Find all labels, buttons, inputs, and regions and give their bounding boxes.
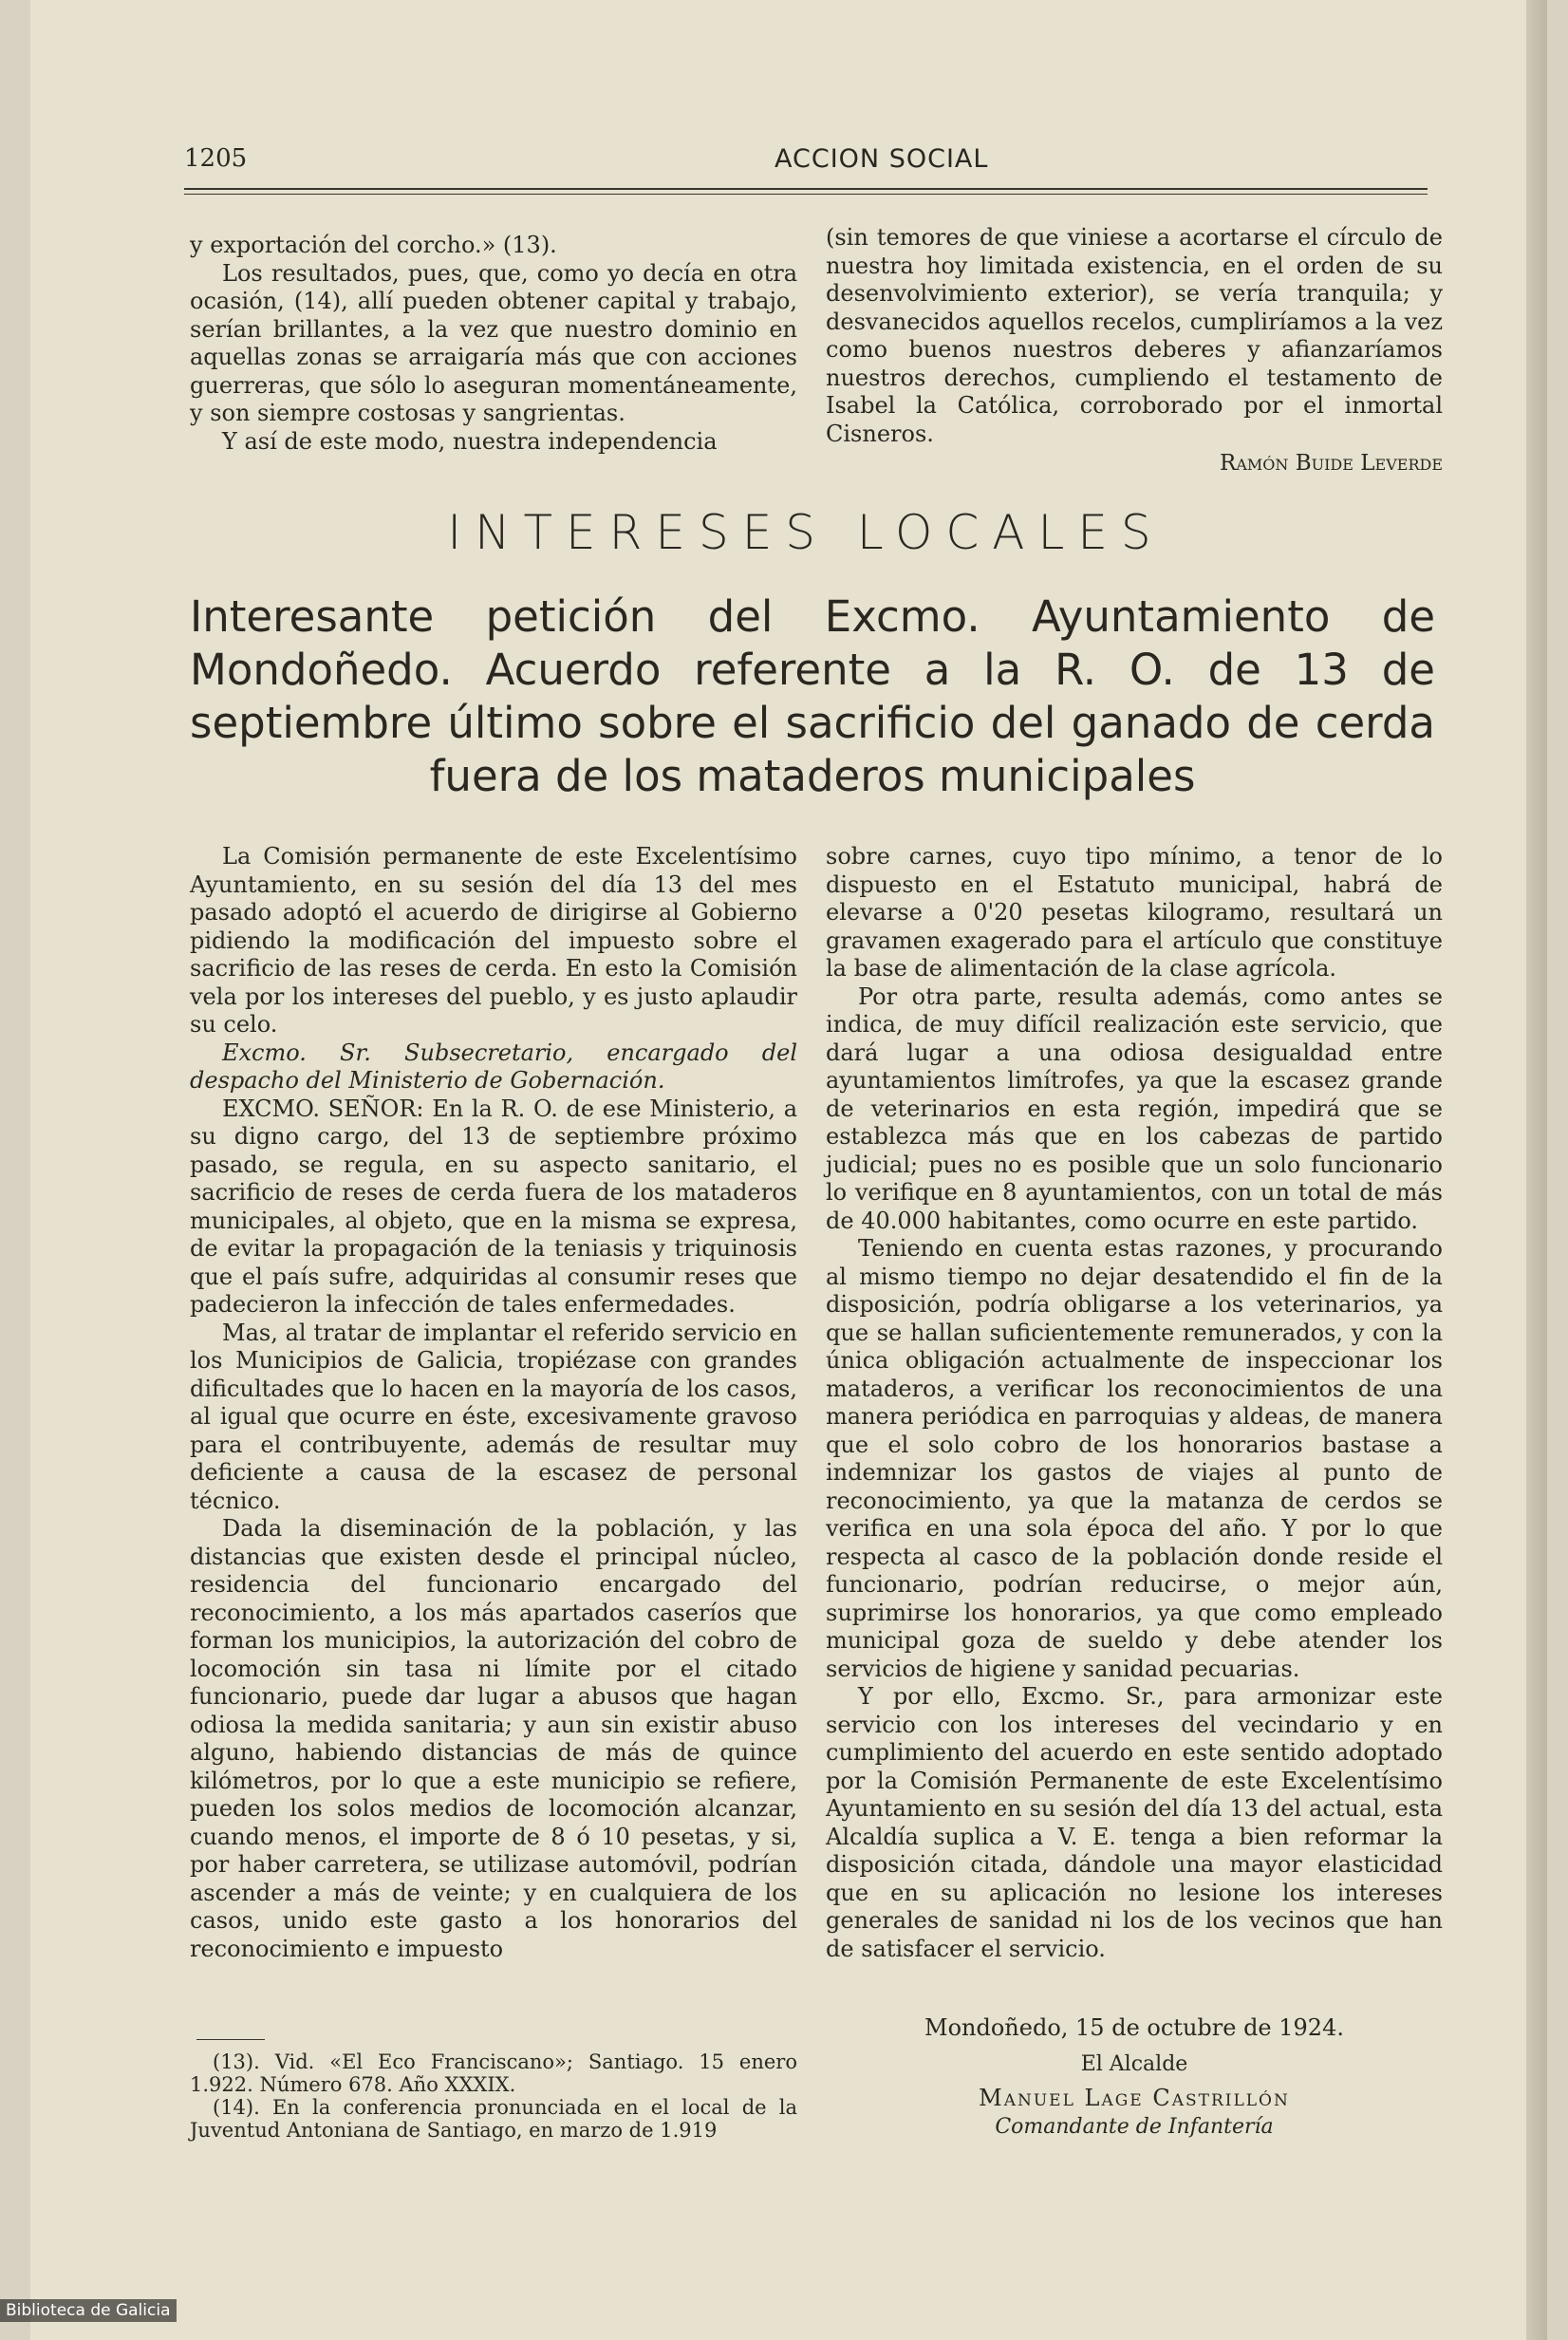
article-title: Interesante petición del Excmo. Ayuntamiento de Mondoñedo. Acuerdo referente a la R. O. de 13 de septiembre último sobre el sacrificio del ganado de cerda fuera de los mataderos municipales	[190, 591, 1435, 801]
paragraph: Y así de este modo, nuestra independencia	[222, 427, 718, 455]
author-signature: Ramón Buide Leverde	[1220, 451, 1443, 476]
signer-rank: Comandante de Infantería	[995, 2115, 1274, 2139]
paragraph: Y por ello, Excmo. Sr., para armonizar este servicio con los intereses del vecindario y en cumplimiento del acuerdo en este sentido adoptado por la Comisión Permanente de este Excelentísimo Ayuntamiento en su sesión del día 13 del actual, esta Alcaldía suplica a V. E. tenga a bien reformar la disposición citada, dándole una mayor elasticidad que en su aplicación no lesione los intereses generales de sanidad ni los de los vecinos que han de satisfacer el servicio.	[826, 1683, 1443, 1962]
paragraph: EXCMO. SEÑOR: En la R. O. de ese Ministerio, a su digno cargo, del 13 de septiembre próximo pasado, se regula, en su aspecto sanitario, el sacrificio de reses de cerda fuera de los mataderos municipales, al objeto, que en la misma se expresa, de evitar la propagación de la teniasis y triquinosis que el país sufre, adquiridas al consumir reses que padecieron la infección de tales enfermedades.	[190, 1095, 797, 1318]
top-left-column	[190, 232, 797, 456]
page-spine-shadow	[1526, 0, 1547, 2340]
signer-role: El Alcalde	[1080, 2052, 1188, 2076]
paragraph: sobre carnes, cuyo tipo mínimo, a tenor de lo dispuesto en el Estatuto municipal, habrá de elevarse a 0'20 pesetas kilogramo, resultará un gravamen exagerado para el artículo que constituye la base de alimentación de la clase agrícola.	[826, 843, 1443, 982]
paragraph: (sin temores de que viniese a acortarse el círculo de nuestra hoy limitada existencia, en el orden de su desenvolvimiento exterior), se vería tranquila; y desvanecidos aquellos recelos, cumpliríamos a la vez como buenos nuestros deberes y afianzaríamos nuestros derechos, cumpliendo el testamento de Isabel la Católica, corroborado por el inmortal Cisneros.	[826, 224, 1443, 447]
letter-addressee: Excmo. Sr. Subsecretario, encargado del despacho del Ministerio de Gobernación.	[190, 1039, 797, 1094]
paragraph: y exportación del corcho.» (13).	[190, 232, 557, 258]
library-credit: Biblioteca de Galicia	[0, 2299, 177, 2322]
article-left-column	[190, 843, 797, 1963]
header-rule	[184, 188, 1428, 190]
paragraph: Los resultados, pues, que, como yo decía en otra ocasión, (14), allí pueden obtener capital y trabajo, serían brillantes, a la vez que nuestro dominio en aquellas zonas se arraigaría más que con acciones guerreras, que sólo lo aseguran momentáneamente, y son siempre costosas y sangrientas.	[190, 259, 797, 426]
paragraph: La Comisión permanente de este Excelentísimo Ayuntamiento, en su sesión del día 13 del mes pasado adoptó el acuerdo de dirigirse al Gobierno pidiendo la modificación del impuesto sobre el sacrificio de las reses de cerda. En esto la Comisión vela por los intereses del pueblo, y es justo aplaudir su celo.	[190, 843, 797, 1038]
scanned-page	[30, 0, 1547, 2340]
article-right-column	[826, 843, 1443, 1963]
top-right-column	[826, 224, 1443, 478]
paragraph: Mas, al tratar de implantar el referido servicio en los Municipios de Galicia, tropiézase con grandes dificultades que lo hacen en la mayoría de los casos, al igual que ocurre en éste, excesivamente gravoso para el contribuyente, además de resultar muy deficiente a causa de la escasez de personal técnico.	[190, 1319, 797, 1514]
footnotes	[190, 2050, 797, 2142]
signer-name: Manuel Lage Castrillón	[979, 2085, 1290, 2111]
footnote: (13). Vid. «El Eco Franciscano»; Santiago. 15 enero 1.922. Número 678. Año XXXIX.	[190, 2050, 797, 2096]
section-heading: INTERESES LOCALES	[447, 505, 1165, 560]
journal-title: ACCION SOCIAL	[775, 144, 989, 174]
paragraph: Teniendo en cuenta estas razones, y procurando al mismo tiempo no dejar desatendido el fin de la disposición, podría obligarse a los veterinarios, ya que se hallan suficientemente remunerados, y con la única obligación actualmente de inspeccionar los mataderos, a verificar los reconocimientos de una manera periódica en parroquias y aldeas, de manera que el solo cobro de los honorarios bastase a indemnizar los gastos de viajes al punto de reconocimiento, ya que la matanza de cerdos se verifica en una sola época del año. Y por lo que respecta al casco de la población donde reside el funcionario, podrían reducirse, o mejor aún, suprimirse los honorarios, ya que como empleado municipal goza de sueldo y debe atender los servicios de higiene y sanidad pecuarias.	[826, 1235, 1443, 1682]
paragraph: Dada la diseminación de la población, y las distancias que existen desde el principal núcleo, residencia del funcionario encargado del reconocimiento, a los más apartados caseríos que forman los municipios, la autorización del cobro de locomoción sin tasa ni límite por el citado funcionario, puede dar lugar a abusos que hagan odiosa la medida sanitaria; y aun sin existir abuso alguno, habiendo distancias de más de quince kilómetros, por lo que a este municipio se refiere, pueden los solos medios de locomoción alcanzar, cuando menos, el importe de 8 ó 10 pesetas, y si, por haber carretera, se utilizase automóvil, podrían ascender a más de veinte; y en cualquiera de los casos, unido este gasto a los honorarios del reconocimiento e impuesto	[190, 1515, 797, 1962]
footnote: (14). En la conferencia pronunciada en el local de la Juventud Antoniana de Santiago, en marzo de 1.919	[190, 2096, 797, 2142]
letter-date: Mondoñedo, 15 de octubre de 1924.	[924, 2014, 1344, 2041]
paragraph: Por otra parte, resulta además, como antes se indica, de muy difícil realización este servicio, que dará lugar a una odiosa desigualdad entre ayuntamientos limítrofes, ya que la escasez grande de veterinarios en esta región, impedirá que se establezca más que en los cabezas de partido judicial; pues no es posible que un solo funcionario lo verifique en 8 ayuntamientos, con un total de más de 40.000 habitantes, como ocurre en este partido.	[826, 983, 1443, 1234]
footnote-rule	[196, 2039, 265, 2040]
page-number: 1205	[184, 144, 248, 173]
header-rule-thin	[184, 194, 1428, 195]
